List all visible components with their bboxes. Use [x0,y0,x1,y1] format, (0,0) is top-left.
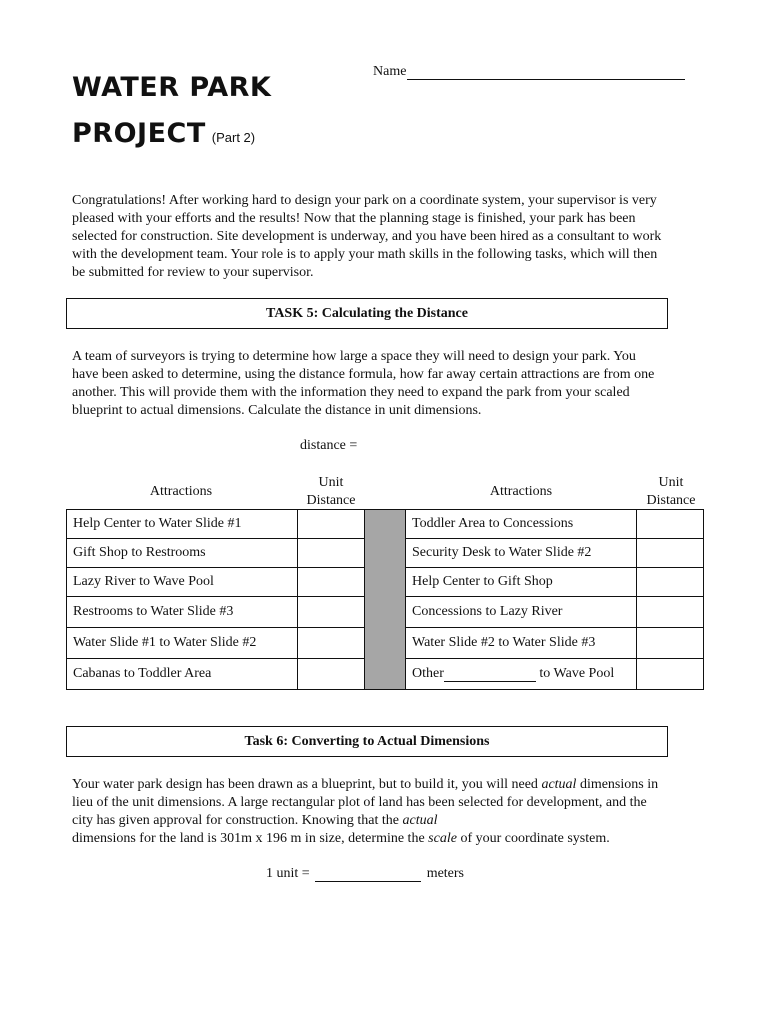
distance-answer-cell[interactable] [637,568,704,597]
table-row [67,628,365,659]
table-row [406,568,704,597]
distance-answer-cell[interactable] [298,568,365,597]
title-line-1: WATER PARK [72,72,272,103]
table-row [67,659,365,690]
attraction-pair: Cabanas to Toddler Area [67,659,298,690]
distance-answer-cell[interactable] [298,539,365,568]
task5-paragraph: A team of surveyors is trying to determine how large a space they will need to design your park. You have been asked to determine, using the distance formula, how far away certain attractions are from one another. This will provide them with the information they need to expand the park from your scaled blueprint to actual dimensions. Calculate the distance in unit dimensions. [72,349,655,418]
unit-suffix: meters [426,866,465,881]
right-unit-distance-header: Unit Distance [646,475,696,508]
distance-answer-cell[interactable] [298,659,365,690]
attraction-pair: Help Center to Water Slide #1 [67,510,298,539]
task6-text: Your water park design has been drawn as a blueprint, but to build it, you will need [72,777,542,792]
table-row [406,510,704,539]
left-attractions-header: Attractions [149,484,213,499]
attraction-pair: Restrooms to Water Slide #3 [67,597,298,628]
name-blank[interactable] [407,65,685,80]
table-row [406,597,704,628]
task6-text: dimensions for the land is 301m x 196 m in size, determine the [72,831,429,846]
distance-answer-cell[interactable] [637,659,704,690]
attraction-pair: Help Center to Gift Shop [406,568,637,597]
attraction-pair: Toddler Area to Concessions [406,510,637,539]
attraction-pair: Security Desk to Water Slide #2 [406,539,637,568]
table-row [67,597,365,628]
task6-text: dimensions in lieu of the unit dimensions. A large rectangular plot of land has been selected for development, and the city has given approval for construction. Knowing that the [72,777,659,828]
attraction-pair: Lazy River to Wave Pool [67,568,298,597]
distance-answer-cell[interactable] [637,539,704,568]
right-distance-table [405,509,704,690]
other-attraction-pair [406,659,637,690]
table-divider [365,509,405,690]
unit-prefix: 1 unit = [266,866,310,881]
task6-emphasis: scale [428,831,457,846]
other-suffix: to Wave Pool [535,666,615,681]
task6-text: of your coordinate system. [456,831,610,846]
table-row [406,539,704,568]
task6-emphasis: actual [541,777,577,792]
left-unit-distance-header: Unit Distance [306,475,356,508]
distance-answer-cell[interactable] [298,510,365,539]
table-row [406,659,704,690]
right-attractions-header: Attractions [489,484,553,499]
table-row [67,510,365,539]
title-project: PROJECT [72,118,206,149]
attraction-pair: Concessions to Lazy River [406,597,637,628]
table-row [67,568,365,597]
distance-answer-cell[interactable] [637,628,704,659]
distance-answer-cell[interactable] [298,628,365,659]
title-line-2 [72,120,255,147]
title-part: (Part 2) [211,130,256,145]
intro-paragraph: Congratulations! After working hard to design your park on a coordinate system, your supervisor is very pleased with your efforts and the results! Now that the planning stage is finished, your park has been selected for construction. Site development is underway, and you have been hired as a consultant to work with the development team. Your role is to apply your math skills in the following tasks, which will then be submitted for review to your supervisor. [72,193,662,280]
unit-scale-line [266,866,464,882]
distance-answer-cell[interactable] [298,597,365,628]
attraction-pair: Water Slide #2 to Water Slide #3 [406,628,637,659]
name-field[interactable] [373,64,685,80]
task6-paragraph [72,776,662,848]
distance-answer-cell[interactable] [637,510,704,539]
distance-formula-label: distance = [300,438,358,453]
other-label: Other [412,666,444,681]
distance-answer-cell[interactable] [637,597,704,628]
left-distance-table [66,509,365,690]
attraction-pair: Gift Shop to Restrooms [67,539,298,568]
table-row [67,539,365,568]
attraction-pair: Water Slide #1 to Water Slide #2 [67,628,298,659]
task6-emphasis: actual [402,813,438,828]
unit-scale-blank[interactable] [315,867,421,882]
table-row [406,628,704,659]
task5-heading: TASK 5: Calculating the Distance [66,298,668,329]
name-label: Name [373,64,407,79]
task6-heading: Task 6: Converting to Actual Dimensions [66,726,668,757]
other-blank[interactable] [444,668,536,682]
